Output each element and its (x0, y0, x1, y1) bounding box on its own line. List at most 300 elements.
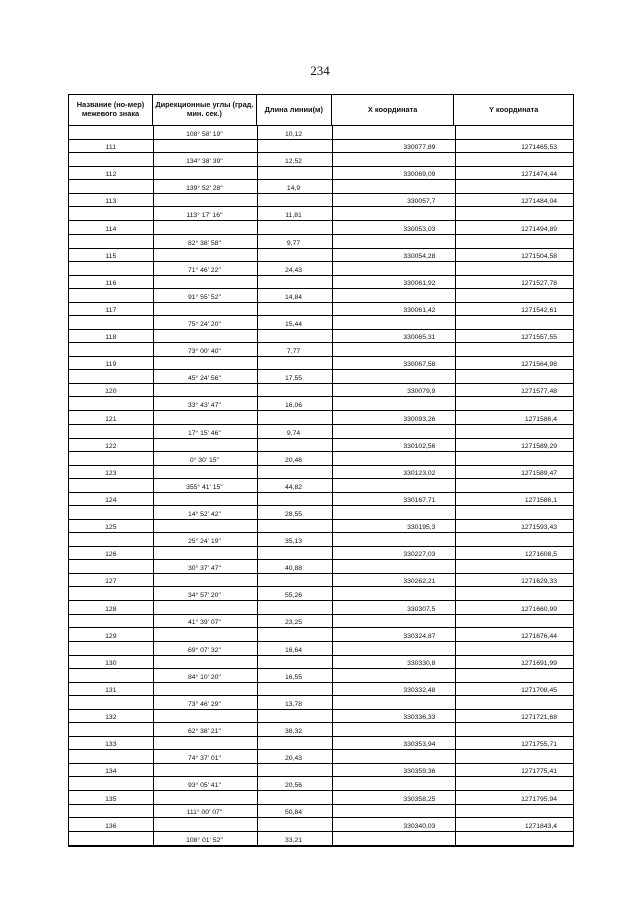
cell-x: 330336,33 (403, 714, 436, 722)
cell-sign-name: 117 (105, 306, 117, 314)
cell-length: 28,55 (285, 510, 303, 518)
cell-length (256, 249, 331, 261)
table-header (68, 94, 574, 126)
table-row (69, 194, 573, 207)
cell-x: 330307,5 (407, 605, 436, 613)
cell-x: 330353,94 (403, 741, 436, 749)
cell-length: 17,55 (285, 375, 303, 383)
cell-angle (153, 601, 257, 613)
cell-y (453, 777, 573, 790)
cell-y (453, 425, 573, 438)
cell-y (453, 262, 573, 275)
table-row (69, 574, 573, 587)
cell-y: 1271843,4 (524, 822, 558, 830)
cell-length: 7,77 (286, 348, 301, 356)
cell-angle: 134° 38' 39" (186, 158, 223, 166)
cell-y (453, 696, 573, 709)
cell-angle: 355° 41' 15" (186, 483, 223, 491)
cell-sign-name (69, 669, 153, 682)
cell-sign-name (69, 452, 153, 465)
cell-sign-name: 120 (105, 388, 117, 396)
cell-sign-name (69, 587, 153, 600)
table-row (69, 493, 573, 506)
cell-x (331, 370, 454, 383)
table-row (69, 370, 573, 384)
cell-y: 1271504,58 (521, 252, 558, 260)
cell-angle: 30° 37' 47" (187, 565, 221, 573)
table-row (69, 506, 573, 520)
cell-x: 330069,09 (403, 171, 436, 179)
cell-x (331, 533, 454, 546)
cell-length (256, 140, 331, 152)
table-row (69, 249, 573, 262)
cell-length: 15,44 (285, 320, 303, 328)
cell-angle (153, 439, 257, 451)
cell-y (453, 207, 573, 220)
cell-length: 16,64 (285, 646, 303, 654)
cell-x: 330324,87 (403, 632, 436, 640)
table-row (69, 683, 573, 696)
cell-y (453, 289, 573, 302)
table-row (69, 425, 573, 439)
cell-angle (153, 520, 257, 532)
cell-sign-name (69, 126, 153, 139)
cell-sign-name (69, 642, 153, 655)
cell-x: 330262,21 (403, 578, 436, 586)
cell-sign-name: 116 (105, 279, 117, 287)
cell-length: 23,25 (285, 619, 303, 627)
cell-sign-name: 125 (105, 524, 117, 532)
cell-y (453, 642, 573, 655)
cell-angle (153, 140, 257, 152)
cell-angle (153, 357, 257, 369)
cell-length: 12,52 (285, 158, 303, 166)
cell-angle: 33° 43' 47" (187, 402, 221, 410)
cell-y (453, 723, 573, 736)
cell-angle: 82° 38' 58" (187, 239, 221, 247)
cell-angle (153, 221, 257, 233)
cell-x (331, 153, 454, 166)
cell-angle: 34° 57' 20" (187, 592, 221, 600)
table-row (69, 330, 573, 343)
cell-length (256, 330, 331, 342)
cell-sign-name (69, 506, 153, 519)
cell-angle (153, 194, 257, 206)
cell-sign-name: 111 (105, 144, 116, 152)
cell-length: 14,9 (286, 185, 301, 193)
cell-x (331, 289, 454, 302)
cell-angle (153, 493, 257, 505)
cell-x (331, 262, 454, 275)
cell-sign-name (69, 180, 153, 193)
cell-angle: 108° 58' 19" (186, 130, 223, 138)
cell-sign-name (69, 615, 153, 628)
cell-sign-name: 127 (105, 578, 117, 586)
cell-y (453, 615, 573, 628)
cell-x: 330330,8 (407, 659, 436, 667)
cell-length (256, 791, 331, 803)
cell-length (256, 574, 331, 586)
table-row (69, 642, 573, 656)
cell-angle: 113° 17' 16" (186, 212, 223, 220)
cell-x (331, 587, 454, 600)
table-row (69, 126, 573, 140)
cell-y (453, 533, 573, 546)
cell-y (453, 452, 573, 465)
cell-angle: 74° 37' 01" (187, 755, 221, 763)
table-row (69, 628, 573, 641)
table-row (69, 343, 573, 357)
cell-sign-name: 126 (105, 551, 117, 559)
cell-length: 9,74 (286, 429, 301, 437)
cell-x (331, 343, 454, 356)
cell-sign-name (69, 262, 153, 275)
cell-y: 1271465,53 (521, 144, 558, 152)
cell-y (453, 560, 573, 573)
cell-angle: 75° 24' 20" (187, 320, 221, 328)
cell-y (453, 832, 573, 845)
cell-y (453, 750, 573, 763)
cell-angle (153, 710, 257, 722)
cell-length: 50,84 (285, 809, 303, 817)
cell-y (453, 316, 573, 329)
cell-x: 330079,9 (407, 388, 436, 396)
cell-angle (153, 656, 257, 668)
cell-length: 10,12 (285, 130, 303, 138)
cell-y: 1271721,68 (521, 714, 558, 722)
table-row (69, 805, 573, 819)
cell-angle: 14° 52' 42" (187, 510, 221, 518)
table-row (69, 384, 573, 397)
cell-length: 16,06 (285, 402, 303, 410)
cell-sign-name: 129 (105, 632, 117, 640)
cell-y (453, 370, 573, 383)
table-row (69, 439, 573, 452)
cell-sign-name (69, 153, 153, 166)
cell-length (256, 194, 331, 206)
cell-length (256, 276, 331, 288)
cell-x: 330227,03 (403, 551, 436, 559)
cell-length: 11,81 (285, 212, 302, 220)
cell-y (453, 180, 573, 193)
cell-angle (153, 466, 257, 478)
cell-x (331, 615, 454, 628)
cell-sign-name (69, 832, 153, 845)
cell-angle (153, 574, 257, 586)
cell-length (256, 710, 331, 722)
cell-y: 1271775,41 (521, 768, 558, 776)
cell-angle: 69° 07' 32" (187, 646, 221, 654)
cell-x (331, 452, 454, 465)
cell-length (256, 493, 331, 505)
cell-x (331, 397, 454, 410)
cell-sign-name (69, 425, 153, 438)
cell-length: 33,21 (285, 836, 303, 844)
cell-sign-name: 119 (105, 361, 117, 369)
table-row (69, 357, 573, 370)
table-row (69, 533, 573, 547)
cell-length (256, 737, 331, 749)
table-row (69, 289, 573, 303)
cell-sign-name: 123 (105, 469, 117, 477)
cell-angle (153, 791, 257, 803)
cell-y: 1271608,5 (524, 551, 558, 559)
cell-length: 9,77 (286, 239, 301, 247)
header-x: X координата (332, 95, 455, 125)
cell-y: 1271660,99 (521, 605, 558, 613)
cell-length: 44,82 (285, 483, 303, 491)
cell-y: 1271676,44 (521, 632, 558, 640)
cell-y: 1271494,89 (521, 225, 558, 233)
cell-angle: 73° 00' 40" (187, 348, 221, 356)
cell-length: 13,78 (285, 700, 303, 708)
cell-length (256, 520, 331, 532)
table-row (69, 221, 573, 234)
cell-y: 1271589,29 (521, 442, 558, 450)
table-row (69, 452, 573, 466)
cell-sign-name (69, 723, 153, 736)
cell-length: 55,26 (285, 592, 303, 600)
table-row (69, 737, 573, 750)
table-row (69, 140, 573, 153)
cell-y: 1271542,61 (521, 306, 558, 314)
cell-y: 1271586,1 (524, 496, 558, 504)
table-row (69, 696, 573, 710)
cell-x: 330053,03 (403, 225, 436, 233)
table-row (69, 180, 573, 194)
cell-x: 330195,3 (407, 524, 436, 532)
cell-x (331, 235, 454, 248)
column-divider (455, 126, 456, 846)
cell-angle (153, 167, 257, 179)
cell-sign-name (69, 560, 153, 573)
cell-sign-name: 128 (105, 605, 117, 613)
cell-length (256, 764, 331, 776)
table-row (69, 262, 573, 276)
cell-sign-name: 115 (105, 252, 117, 260)
cell-y: 1271527,78 (521, 279, 558, 287)
cell-angle (153, 764, 257, 776)
cell-sign-name: 131 (105, 686, 117, 694)
cell-y: 1271593,43 (521, 524, 558, 532)
table-row (69, 235, 573, 249)
table-row (69, 153, 573, 167)
cell-sign-name: 113 (105, 198, 117, 206)
cell-angle: 93° 05' 41" (187, 782, 221, 790)
cell-angle: 62° 38' 21" (187, 728, 221, 736)
cell-x: 330359,36 (403, 768, 436, 776)
cell-y: 1271577,48 (521, 388, 558, 396)
cell-sign-name (69, 207, 153, 220)
cell-x (331, 777, 454, 790)
cell-angle: 84° 10' 20" (187, 673, 221, 681)
table-row (69, 818, 573, 831)
cell-sign-name: 121 (105, 415, 117, 423)
cell-angle (153, 818, 257, 830)
cell-y (453, 343, 573, 356)
table-row (69, 520, 573, 533)
cell-angle: 17° 15' 46" (187, 429, 221, 437)
cell-x (331, 669, 454, 682)
cell-x: 330061,92 (403, 279, 436, 287)
table-row (69, 587, 573, 601)
cell-length (256, 656, 331, 668)
cell-x: 330061,42 (403, 306, 436, 314)
cell-angle: 108° 01' 52" (186, 836, 223, 844)
cell-y: 1271795,94 (521, 795, 558, 803)
table-row (69, 601, 573, 614)
cell-angle: 73° 46' 29" (187, 700, 221, 708)
cell-length: 14,84 (285, 293, 303, 301)
cell-angle: 139° 52' 28" (186, 185, 223, 193)
column-divider (257, 126, 258, 846)
cell-length: 20,46 (285, 456, 303, 464)
cell-length (256, 818, 331, 830)
cell-angle: 25° 24' 19" (187, 538, 221, 546)
cell-sign-name: 122 (105, 442, 117, 450)
cell-length: 38,32 (285, 728, 303, 736)
cell-x: 330054,28 (403, 252, 436, 260)
cell-angle (153, 737, 257, 749)
cell-length (256, 683, 331, 695)
table-row (69, 167, 573, 180)
cell-angle: 91° 55' 52" (187, 293, 221, 301)
cell-angle (153, 249, 257, 261)
boundary-coordinates-table (68, 94, 574, 847)
cell-length (256, 303, 331, 315)
cell-x (331, 642, 454, 655)
cell-x (331, 723, 454, 736)
cell-length: 16,55 (285, 673, 303, 681)
table-row (69, 615, 573, 629)
cell-length (256, 411, 331, 423)
cell-y (453, 153, 573, 166)
table-row (69, 397, 573, 411)
column-divider (332, 126, 333, 846)
cell-sign-name (69, 805, 153, 818)
cell-y: 1271557,55 (521, 334, 558, 342)
header-name: Название (но-мер) межевого знака (69, 95, 153, 125)
cell-sign-name (69, 343, 153, 356)
cell-y: 1271564,98 (521, 361, 558, 369)
cell-length: 40,88 (285, 565, 303, 573)
cell-length (256, 439, 331, 451)
cell-x (331, 506, 454, 519)
cell-angle: 71° 46' 22" (187, 266, 221, 274)
cell-length (256, 547, 331, 559)
cell-y: 1271484,04 (521, 198, 558, 206)
cell-sign-name (69, 777, 153, 790)
cell-angle (153, 330, 257, 342)
cell-length (256, 466, 331, 478)
cell-y (453, 479, 573, 492)
table-row (69, 560, 573, 574)
cell-sign-name (69, 235, 153, 248)
cell-sign-name (69, 750, 153, 763)
cell-y: 1271474,44 (521, 171, 558, 179)
cell-length (256, 601, 331, 613)
cell-y: 1271589,47 (521, 469, 558, 477)
cell-angle: 41° 39' 07" (187, 619, 221, 627)
cell-angle (153, 276, 257, 288)
cell-x (331, 560, 454, 573)
cell-x: 330065,31 (403, 334, 436, 342)
cell-x (331, 180, 454, 193)
cell-x: 330358,25 (403, 795, 436, 803)
cell-length (256, 628, 331, 640)
cell-angle (153, 303, 257, 315)
cell-sign-name (69, 696, 153, 709)
cell-sign-name: 114 (105, 225, 117, 233)
table-row (69, 723, 573, 737)
table-row (69, 791, 573, 804)
table-row (69, 750, 573, 764)
cell-x (331, 126, 454, 139)
table-row (69, 479, 573, 493)
cell-y: 1271586,4 (524, 415, 558, 423)
cell-y (453, 805, 573, 818)
cell-x (331, 696, 454, 709)
cell-x: 330123,02 (403, 469, 436, 477)
column-divider (153, 126, 154, 846)
cell-x (331, 207, 454, 220)
table-row (69, 207, 573, 221)
cell-x (331, 479, 454, 492)
cell-y: 1271708,45 (521, 686, 558, 694)
cell-x (331, 805, 454, 818)
cell-angle (153, 628, 257, 640)
cell-angle: 111° 00' 07" (186, 809, 223, 817)
table-row (69, 710, 573, 723)
cell-length (256, 384, 331, 396)
cell-x (331, 316, 454, 329)
cell-y (453, 126, 573, 139)
cell-y (453, 506, 573, 519)
cell-x: 330167,71 (403, 496, 436, 504)
cell-y (453, 397, 573, 410)
cell-angle (153, 547, 257, 559)
cell-y: 1271691,99 (521, 659, 558, 667)
table-row (69, 316, 573, 330)
cell-y: 1271629,33 (521, 578, 558, 586)
cell-length (256, 167, 331, 179)
cell-sign-name (69, 316, 153, 329)
cell-angle (153, 411, 257, 423)
page-number: 234 (310, 63, 330, 78)
cell-x: 330340,03 (403, 822, 436, 830)
cell-sign-name: 136 (105, 822, 117, 830)
cell-y (453, 669, 573, 682)
cell-x: 330057,7 (407, 198, 436, 206)
cell-x: 330067,58 (403, 361, 436, 369)
table-row (69, 764, 573, 777)
cell-sign-name: 134 (105, 768, 117, 776)
table-row (69, 832, 573, 846)
cell-x: 330093,26 (403, 415, 436, 423)
cell-sign-name: 132 (105, 714, 117, 722)
cell-length: 24,43 (285, 266, 303, 274)
cell-y (453, 587, 573, 600)
cell-sign-name: 124 (105, 496, 117, 504)
cell-sign-name (69, 370, 153, 383)
cell-length: 35,13 (285, 538, 303, 546)
cell-angle: 0° 30' 15" (189, 456, 219, 464)
cell-length: 20,56 (285, 782, 303, 790)
table-row (69, 411, 573, 424)
cell-sign-name: 133 (105, 741, 117, 749)
cell-sign-name (69, 397, 153, 410)
cell-angle (153, 683, 257, 695)
